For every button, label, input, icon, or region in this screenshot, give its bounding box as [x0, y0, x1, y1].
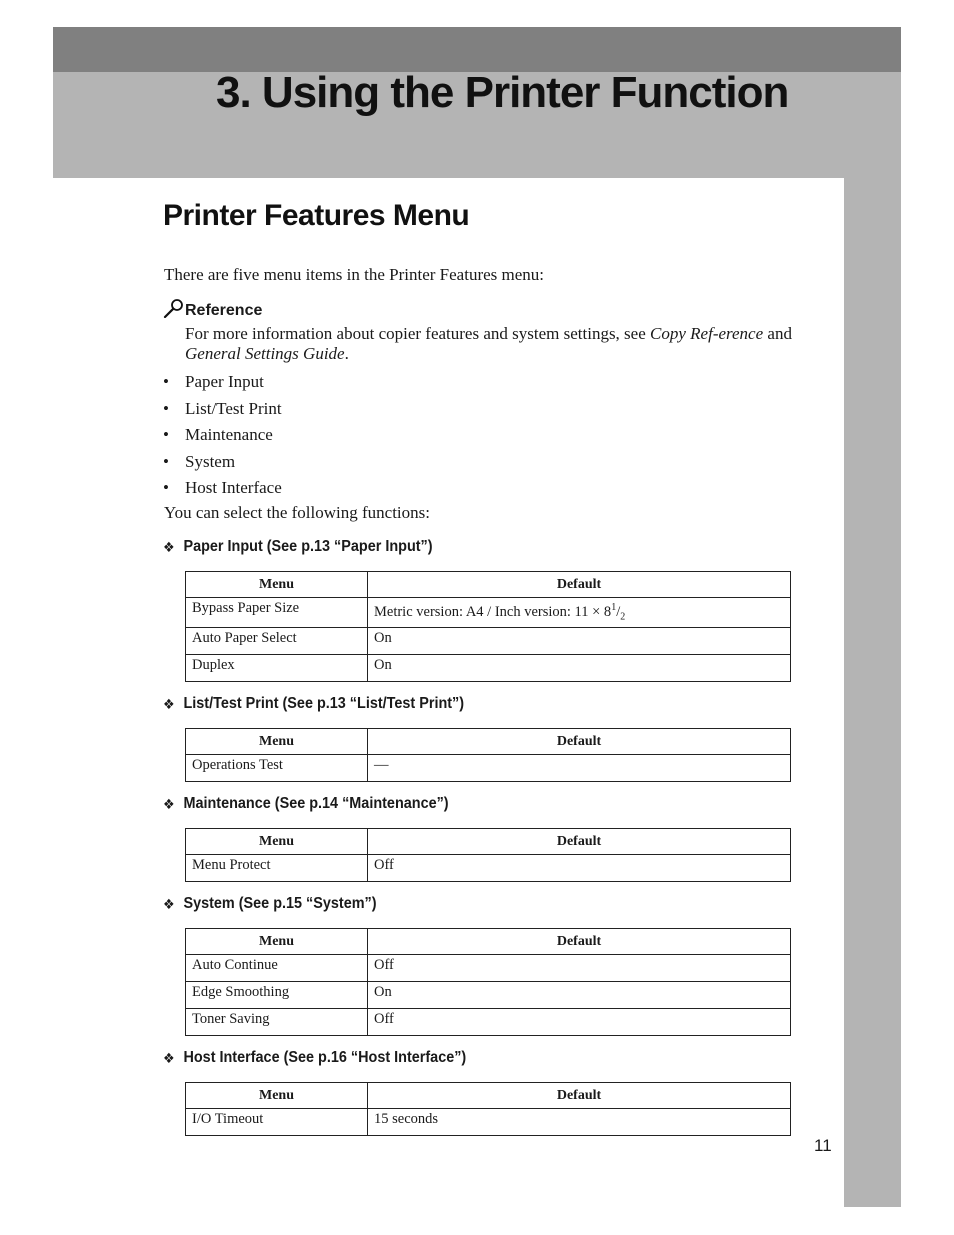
table-row	[186, 955, 791, 982]
table-row	[186, 855, 791, 882]
table-cell-menu: Menu Protect	[186, 855, 368, 882]
table-row	[186, 1009, 791, 1036]
table-cell-default: Off	[368, 855, 791, 882]
table-cell-menu: Operations Test	[186, 755, 368, 782]
table-row	[186, 655, 791, 682]
list-item-label: System	[185, 451, 236, 471]
table-cell-menu: Auto Continue	[186, 955, 368, 982]
paper-input-heading-label: Paper Input (See p.13 “Paper Input”)	[183, 538, 433, 555]
bullet-icon: •	[163, 425, 169, 445]
column-header-menu: Menu	[186, 829, 368, 855]
bullet-icon: •	[163, 478, 169, 498]
bullet-icon: •	[163, 451, 169, 471]
select-functions-text: You can select the following functions:	[164, 503, 430, 522]
chapter-band-dark	[53, 27, 901, 72]
fraction-numerator: 1	[611, 602, 617, 614]
maintenance-heading-label: Maintenance (See p.14 “Maintenance”)	[183, 795, 449, 812]
table-cell-menu: Toner Saving	[186, 1009, 368, 1036]
magnifier-icon	[163, 298, 184, 318]
column-header-default: Default	[368, 829, 791, 855]
table-cell-menu: Auto Paper Select	[186, 628, 368, 655]
list-item	[163, 422, 282, 449]
diamond-bullet-icon: ❖	[163, 895, 175, 912]
table-cell-default	[368, 598, 791, 628]
diamond-bullet-icon: ❖	[163, 1049, 175, 1066]
table-cell-default: On	[368, 628, 791, 655]
column-header-default: Default	[368, 572, 791, 598]
column-header-default: Default	[368, 929, 791, 955]
table-row	[186, 755, 791, 782]
intro-text: There are five menu items in the Printer Features menu:	[164, 265, 545, 284]
list-item-label: Maintenance	[185, 425, 273, 445]
host-interface-heading	[163, 1049, 466, 1067]
host-interface-table	[185, 1082, 791, 1136]
reference-text-before: For more information about copier features and system settings, see	[185, 324, 651, 343]
table-cell-default: Off	[368, 955, 791, 982]
list-test-print-heading-label: List/Test Print (See p.13 “List/Test Print”)	[183, 695, 465, 712]
list-item	[163, 449, 282, 476]
side-thumb-tab	[844, 178, 901, 1207]
diamond-bullet-icon: ❖	[163, 695, 175, 712]
reference-heading	[163, 298, 262, 320]
table-cell-menu: Bypass Paper Size	[186, 598, 368, 628]
table-header-row	[186, 929, 791, 955]
fraction-slash: /	[616, 603, 621, 620]
reference-text-mid: and	[763, 324, 792, 343]
maintenance-heading	[163, 795, 449, 813]
maintenance-table	[185, 828, 791, 882]
table-cell-menu: Edge Smoothing	[186, 982, 368, 1009]
list-test-print-heading	[163, 695, 464, 713]
copy-reference-link: Copy Ref-erence	[650, 324, 764, 343]
table-header-row	[186, 572, 791, 598]
paper-input-heading	[163, 538, 433, 556]
column-header-menu: Menu	[186, 572, 368, 598]
list-item-label: List/Test Print	[185, 398, 282, 418]
column-header-menu: Menu	[186, 1083, 368, 1109]
table-cell-default: Off	[368, 1009, 791, 1036]
bullet-icon: •	[163, 372, 169, 391]
general-settings-guide-link: General Settings Guide	[185, 344, 345, 363]
table-cell-default: 15 seconds	[368, 1109, 791, 1136]
fraction-denominator: 2	[620, 611, 626, 623]
page-number: 11	[814, 1136, 832, 1155]
table-row	[186, 1109, 791, 1136]
table-header-row	[186, 1083, 791, 1109]
column-header-menu: Menu	[186, 729, 368, 755]
bypass-size-value: Metric version: A4 / Inch version: 11 × 8	[374, 603, 612, 620]
list-item	[163, 475, 282, 502]
table-row	[186, 628, 791, 655]
reference-label: Reference	[185, 302, 263, 319]
column-header-menu: Menu	[186, 929, 368, 955]
diamond-bullet-icon: ❖	[163, 795, 175, 812]
host-interface-heading-label: Host Interface (See p.16 “Host Interface”)	[183, 1049, 467, 1066]
diamond-bullet-icon: ❖	[163, 538, 175, 555]
list-item-label: Host Interface	[185, 478, 282, 498]
table-cell-default: On	[368, 655, 791, 682]
list-item	[163, 396, 282, 423]
list-item-label: Paper Input	[185, 372, 264, 391]
table-cell-default: On	[368, 982, 791, 1009]
bullet-icon: •	[163, 398, 169, 418]
table-header-row	[186, 729, 791, 755]
list-item	[163, 369, 282, 396]
table-cell-menu: Duplex	[186, 655, 368, 682]
section-title: Printer Features Menu	[163, 199, 470, 232]
reference-text	[185, 324, 795, 364]
menu-item-list	[163, 369, 282, 502]
table-row	[186, 598, 791, 628]
table-cell-default: —	[368, 755, 791, 782]
chapter-title: 3. Using the Printer Function	[216, 68, 789, 117]
table-row	[186, 982, 791, 1009]
table-cell-menu: I/O Timeout	[186, 1109, 368, 1136]
system-table	[185, 928, 791, 1036]
paper-input-table	[185, 571, 791, 682]
system-heading-label: System (See p.15 “System”)	[183, 895, 377, 912]
table-header-row	[186, 829, 791, 855]
column-header-default: Default	[368, 729, 791, 755]
system-heading	[163, 895, 377, 913]
column-header-default: Default	[368, 1083, 791, 1109]
reference-text-after: .	[344, 344, 349, 363]
list-test-print-table	[185, 728, 791, 782]
